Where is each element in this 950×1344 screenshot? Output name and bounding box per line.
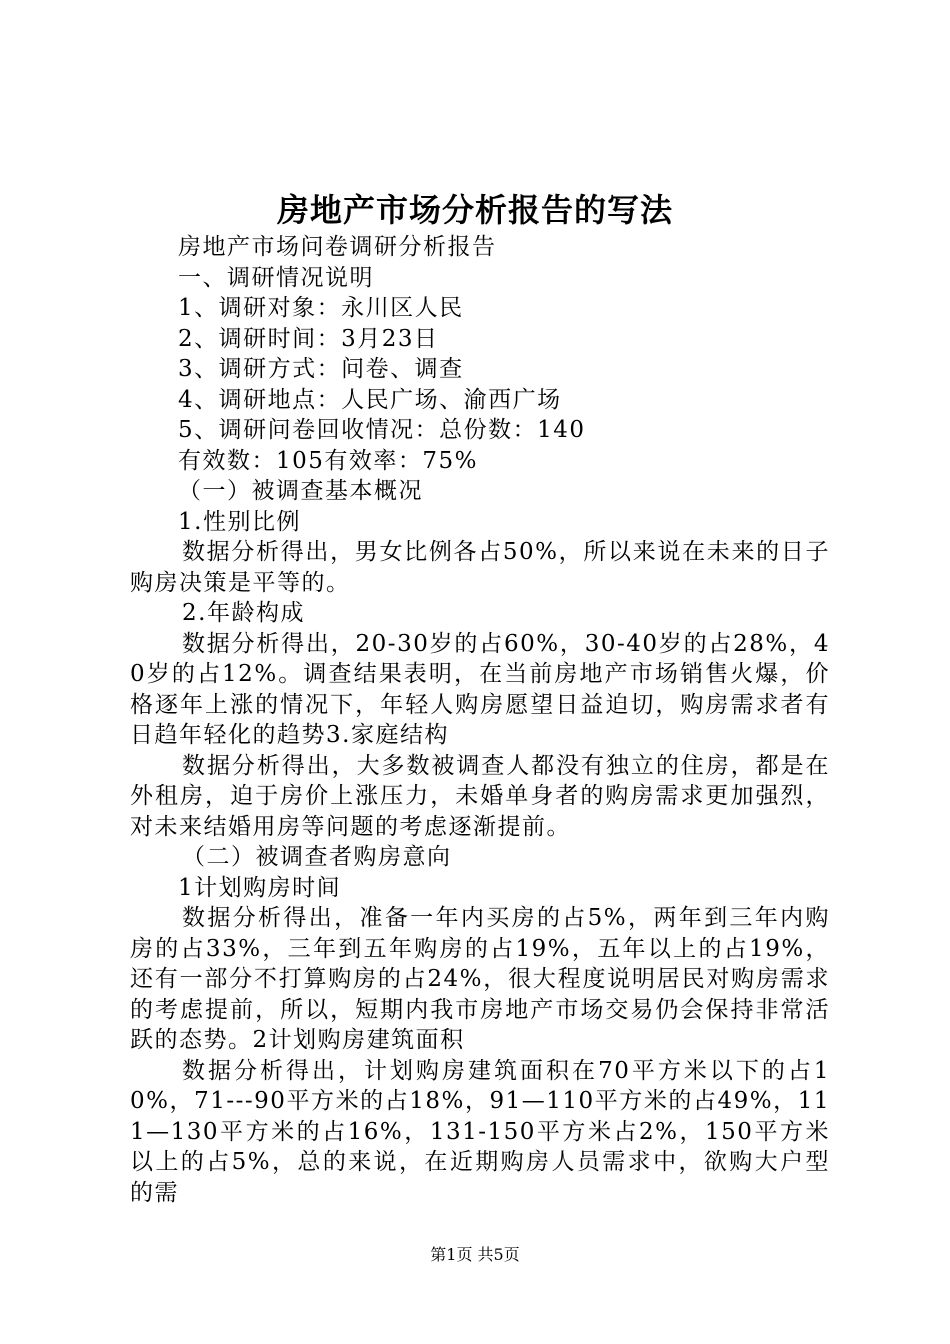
paragraph-purchase-time: 数据分析得出，准备一年内买房的占5%，两年到三年内购房的占33%，三年到五年购房的占19%，五年以上的占19%，还有一部分不打算购房的占24%，很大程度说明居民对购房需求的考虑提前，所以，短期内我市房地产市场交易仍会保持非常活跃的态势。2计划购房建筑面积	[130, 905, 830, 1053]
survey-time: 2、调研时间：3月23日	[178, 325, 439, 352]
paragraph-purchase-area: 数据分析得出，计划购房建筑面积在70平方米以下的占10%，71---90平方米的占18%，91—110平方米的占49%，111—130平方米的占16%，131-150平方米占2%，150平方米以上的占5%，总的来说，在近期购房人员需求中，欲购大户型的需	[130, 1057, 830, 1206]
subsection-heading-intent: （二）被调查者购房意向	[182, 844, 452, 870]
survey-target: 1、调研对象：永川区人民	[178, 295, 464, 321]
heading-gender: 1.性别比例	[178, 508, 301, 535]
survey-location: 4、调研地点：人民广场、渝西广场	[178, 386, 562, 413]
paragraph-age: 数据分析得出，20-30岁的占60%，30-40岁的占28%，40岁的占12%。调查结果表明，在当前房地产市场销售火爆，价格逐年上涨的情况下，年轻人购房愿望日益迫切，购房需求者有日趋年轻化的趋势3.家庭结构	[130, 630, 830, 748]
survey-collection: 5、调研问卷回收情况：总份数：140	[178, 417, 586, 443]
survey-method: 3、调研方式：问卷、调查	[178, 356, 464, 382]
document-body	[130, 232, 830, 1208]
heading-age: 2.年龄构成	[182, 600, 305, 626]
paragraph-family: 数据分析得出，大多数被调查人都没有独立的住房，都是在外租房，迫于房价上涨压力，未婚单身者的购房需求更加强烈，对未来结婚用房等问题的考虑逐渐提前。	[130, 752, 830, 840]
page-footer: 第1页 共5页	[430, 1245, 520, 1264]
paragraph-gender: 数据分析得出，男女比例各占50%，所以来说在未来的日子购房决策是平等的。	[130, 539, 830, 596]
survey-valid: 有效数：105有效率：75%	[178, 447, 479, 474]
report-subtitle: 房地产市场问卷调研分析报告	[178, 234, 497, 260]
section-heading-survey: 一、调研情况说明	[178, 264, 374, 291]
subsection-heading-basic: （一）被调查基本概况	[178, 478, 423, 504]
document-title: 房地产市场分析报告的写法	[276, 191, 673, 229]
heading-purchase-time: 1计划购房时间	[178, 874, 342, 901]
